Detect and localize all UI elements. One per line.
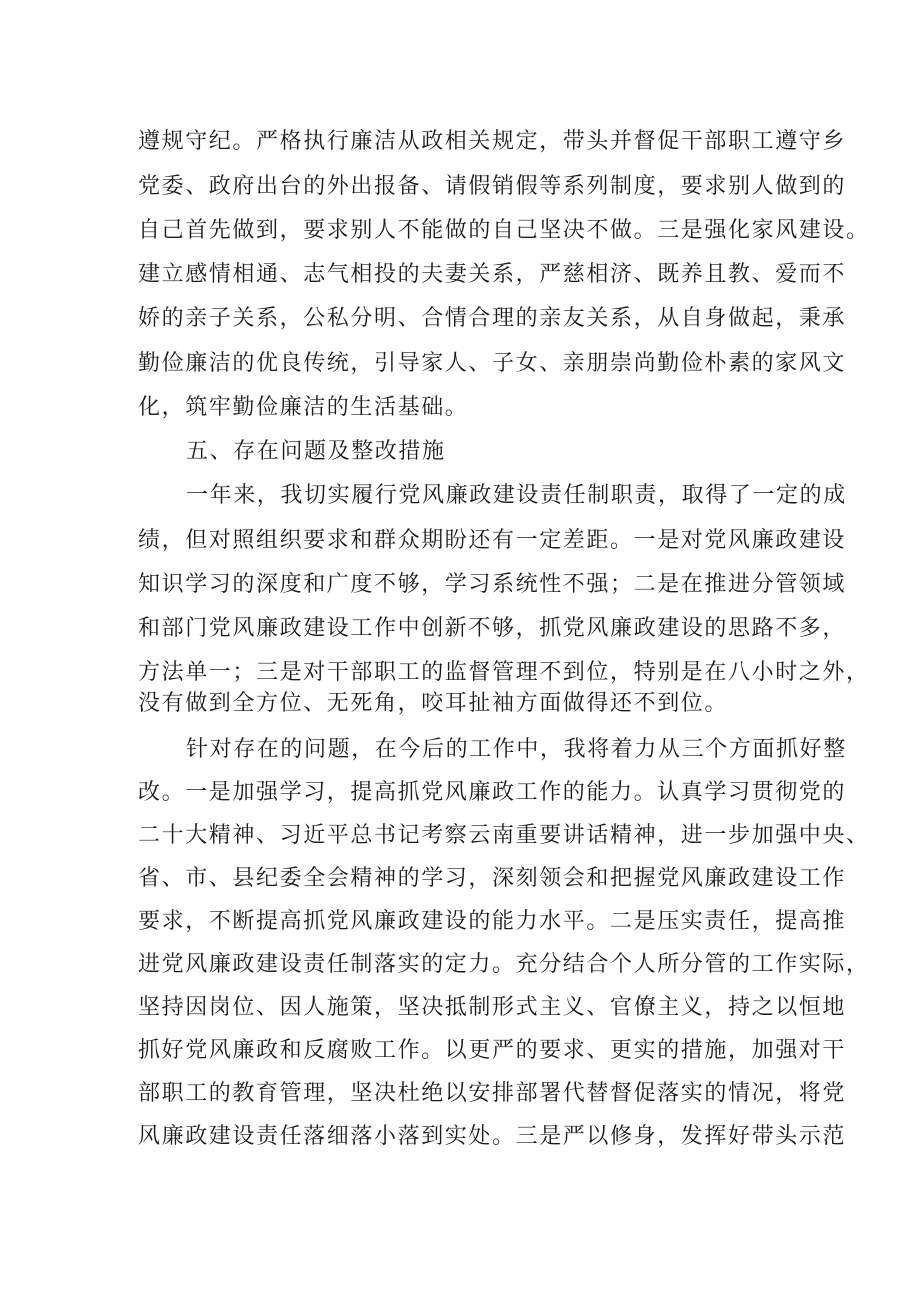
paragraph-line: 省、市、县纪委全会精神的学习，深刻领会和把握党风廉政建设工作 (138, 866, 847, 891)
paragraph-line: 改。一是加强学习，提高抓党风廉政工作的能力。认真学习贯彻党的 (138, 780, 847, 805)
paragraph-line: 建立感情相通、志气相投的夫妻关系，严慈相济、既养且教、爱而不 (138, 262, 847, 287)
paragraph-line: 部职工的教育管理，坚决杜绝以安排部署代替督促落实的情况，将党 (138, 1081, 847, 1106)
paragraph-line: 方法单一；三是对干部职工的监督管理不到位，特别是在八小时之外， (138, 660, 870, 685)
paragraph-line: 一年来，我切实履行党风廉政建设责任制职责，取得了一定的成 (186, 483, 847, 508)
paragraph-line: 和部门党风廉政建设工作中创新不够，抓党风廉政建设的思路不多， (138, 616, 847, 641)
paragraph-line: 坚持因岗位、因人施策，坚决抵制形式主义、官僚主义，持之以恒地 (138, 995, 847, 1020)
paragraph-line: 要求，不断提高抓党风廉政建设的能力水平。二是压实责任，提高推 (138, 909, 847, 934)
paragraph-line: 二十大精神、习近平总书记考察云南重要讲话精神，进一步加强中央、 (138, 823, 870, 848)
paragraph-line: 党委、政府出台的外出报备、请假销假等系列制度，要求别人做到的 (138, 174, 847, 199)
paragraph-line: 绩，但对照组织要求和群众期盼还有一定差距。一是对党风廉政建设 (138, 528, 847, 553)
paragraph-line: 抓好党风廉政和反腐败工作。以更严的要求、更实的措施，加强对干 (138, 1038, 847, 1063)
paragraph-line: 自己首先做到，要求别人不能做的自己坚决不做。三是强化家风建设。 (138, 218, 870, 243)
paragraph-line: 进党风廉政建设责任制落实的定力。充分结合个人所分管的工作实际， (138, 952, 870, 977)
paragraph-line: 勤俭廉洁的优良传统，引导家人、子女、亲朋崇尚勤俭朴素的家风文 (138, 351, 847, 376)
paragraph-line: 遵规守纪。严格执行廉洁从政相关规定，带头并督促干部职工遵守乡 (138, 129, 847, 154)
section-heading: 五、存在问题及整改措施 (186, 439, 446, 464)
paragraph-line: 化，筑牢勤俭廉洁的生活基础。 (138, 395, 469, 420)
paragraph-line: 没有做到全方位、无死角，咬耳扯袖方面做得还不到位。 (138, 691, 729, 716)
paragraph-line: 娇的亲子关系，公私分明、合情合理的亲友关系，从自身做起，秉承 (138, 306, 847, 331)
paragraph-line: 风廉政建设责任落细落小落到实处。三是严以修身，发挥好带头示范 (138, 1124, 847, 1149)
paragraph-line: 知识学习的深度和广度不够，学习系统性不强；二是在推进分管领域 (138, 572, 847, 597)
paragraph-line: 针对存在的问题，在今后的工作中，我将着力从三个方面抓好整 (186, 737, 847, 762)
